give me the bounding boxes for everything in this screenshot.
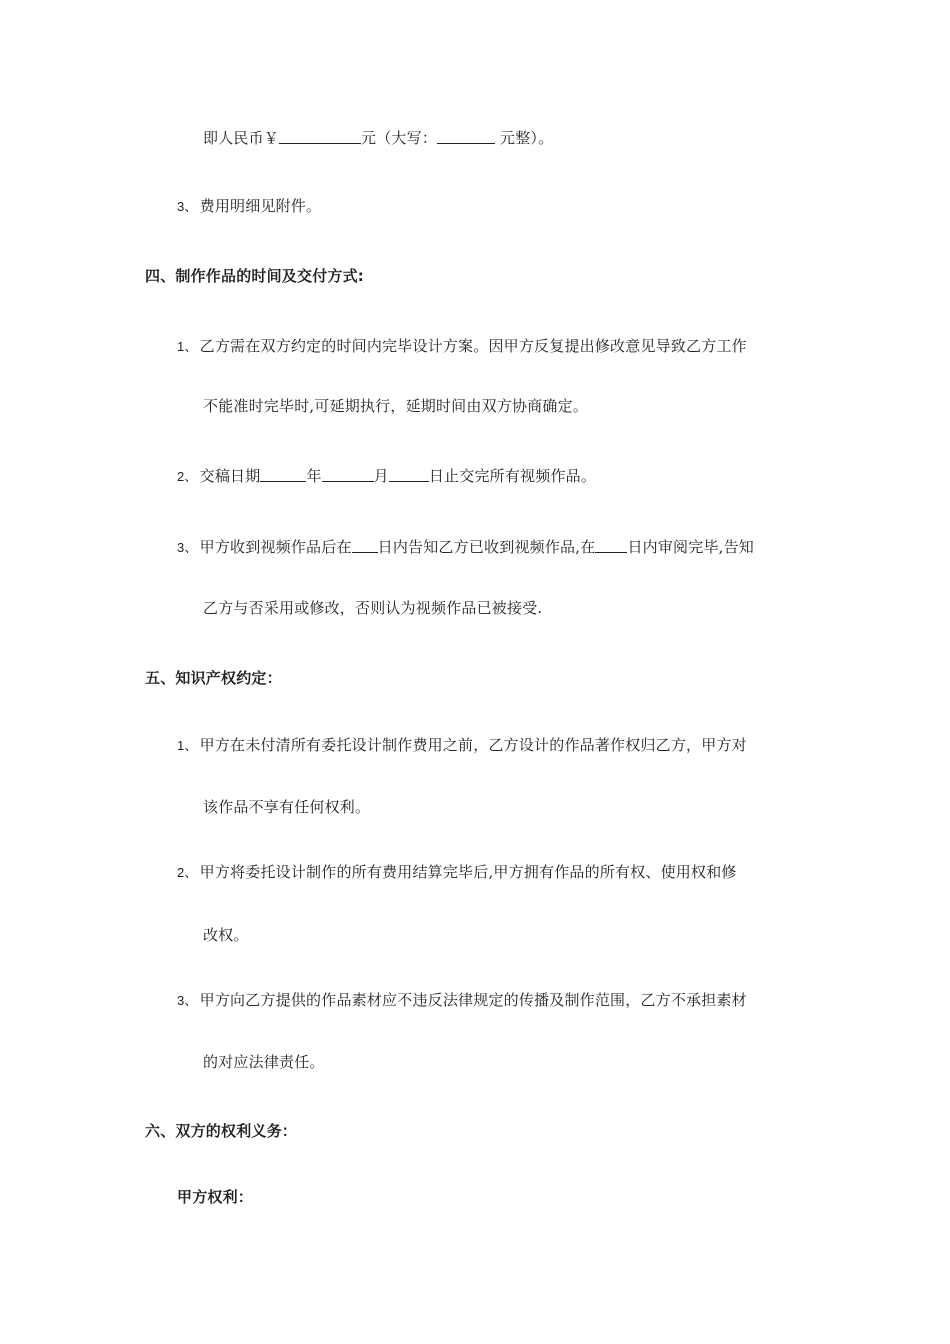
notify-days-blank <box>352 538 378 553</box>
fee-item-3-text: 费用明细见附件。 <box>199 197 322 215</box>
section-4-item-1-line-2: 不能准时完毕时,可延期执行，延期时间由双方协商确定。 <box>203 397 588 415</box>
section-5-item-3-line-1 <box>177 990 747 1011</box>
amount-words-blank <box>437 129 495 144</box>
item-number: 1、 <box>177 738 198 753</box>
section-5-item-3-line-2: 的对应法律责任。 <box>203 1053 325 1071</box>
section-5-item-2-line-2: 改权。 <box>203 926 249 944</box>
item-number: 3、 <box>177 199 198 214</box>
fee-rmb-line <box>203 128 553 148</box>
item-number: 3、 <box>177 993 198 1008</box>
section-4-item-3-text-c: 日内审阅完毕,告知 <box>627 538 755 556</box>
fee-item-3 <box>177 196 321 217</box>
year-blank <box>260 467 306 482</box>
section-4-item-1-text: 乙方需在双方约定的时间内完毕设计方案。因甲方反复提出修改意见导致乙方工作 <box>199 337 747 355</box>
year-label: 年 <box>306 467 322 485</box>
fee-rmb-suffix: 元整）。 <box>495 129 554 147</box>
review-days-blank <box>595 538 627 553</box>
section-4-item-3-line-2: 乙方与否采用或修改，否则认为视频作品已被接受. <box>203 599 543 617</box>
section-4-item-3-text-a: 甲方收到视频作品后在 <box>199 538 352 556</box>
section-5-item-2-text: 甲方将委托设计制作的所有费用结算完毕后,甲方拥有作品的所有权、使用权和修 <box>199 863 737 881</box>
section-4-heading: 四、制作作品的时间及交付方式: <box>145 267 364 285</box>
section-5-item-1-text: 甲方在未付清所有委托设计制作费用之前，乙方设计的作品著作权归乙方，甲方对 <box>199 736 747 754</box>
section-5-heading: 五、知识产权约定： <box>145 669 282 687</box>
item-number: 3、 <box>177 540 198 555</box>
fee-rmb-prefix: 即人民币￥ <box>203 129 280 147</box>
section-4-item-2 <box>177 466 596 487</box>
section-6-heading: 六、双方的权利义务： <box>145 1122 298 1140</box>
day-blank <box>389 467 429 482</box>
section-4-item-3-line-1 <box>177 537 754 558</box>
party-a-rights-heading: 甲方权利： <box>177 1188 254 1206</box>
item-number: 2、 <box>177 865 198 880</box>
section-4-item-3-text-b: 日内告知乙方已收到视频作品,在 <box>377 538 596 556</box>
day-label: 日止交完所有视频作品。 <box>428 467 597 485</box>
section-5-item-3-text: 甲方向乙方提供的作品素材应不违反法律规定的传播及制作范围，乙方不承担素材 <box>199 991 747 1009</box>
section-5-item-2-line-1 <box>177 862 737 883</box>
month-label: 月 <box>373 467 389 485</box>
section-5-item-1-line-2: 该作品不享有任何权利。 <box>203 798 371 816</box>
item-number: 2、 <box>177 469 198 484</box>
section-5-item-1-line-1 <box>177 735 747 756</box>
delivery-date-label: 交稿日期 <box>199 467 261 485</box>
section-4-item-1-line-1 <box>177 336 747 357</box>
item-number: 1、 <box>177 339 198 354</box>
amount-blank <box>279 129 361 144</box>
month-blank <box>322 467 374 482</box>
fee-rmb-mid: 元（大写： <box>361 129 438 147</box>
